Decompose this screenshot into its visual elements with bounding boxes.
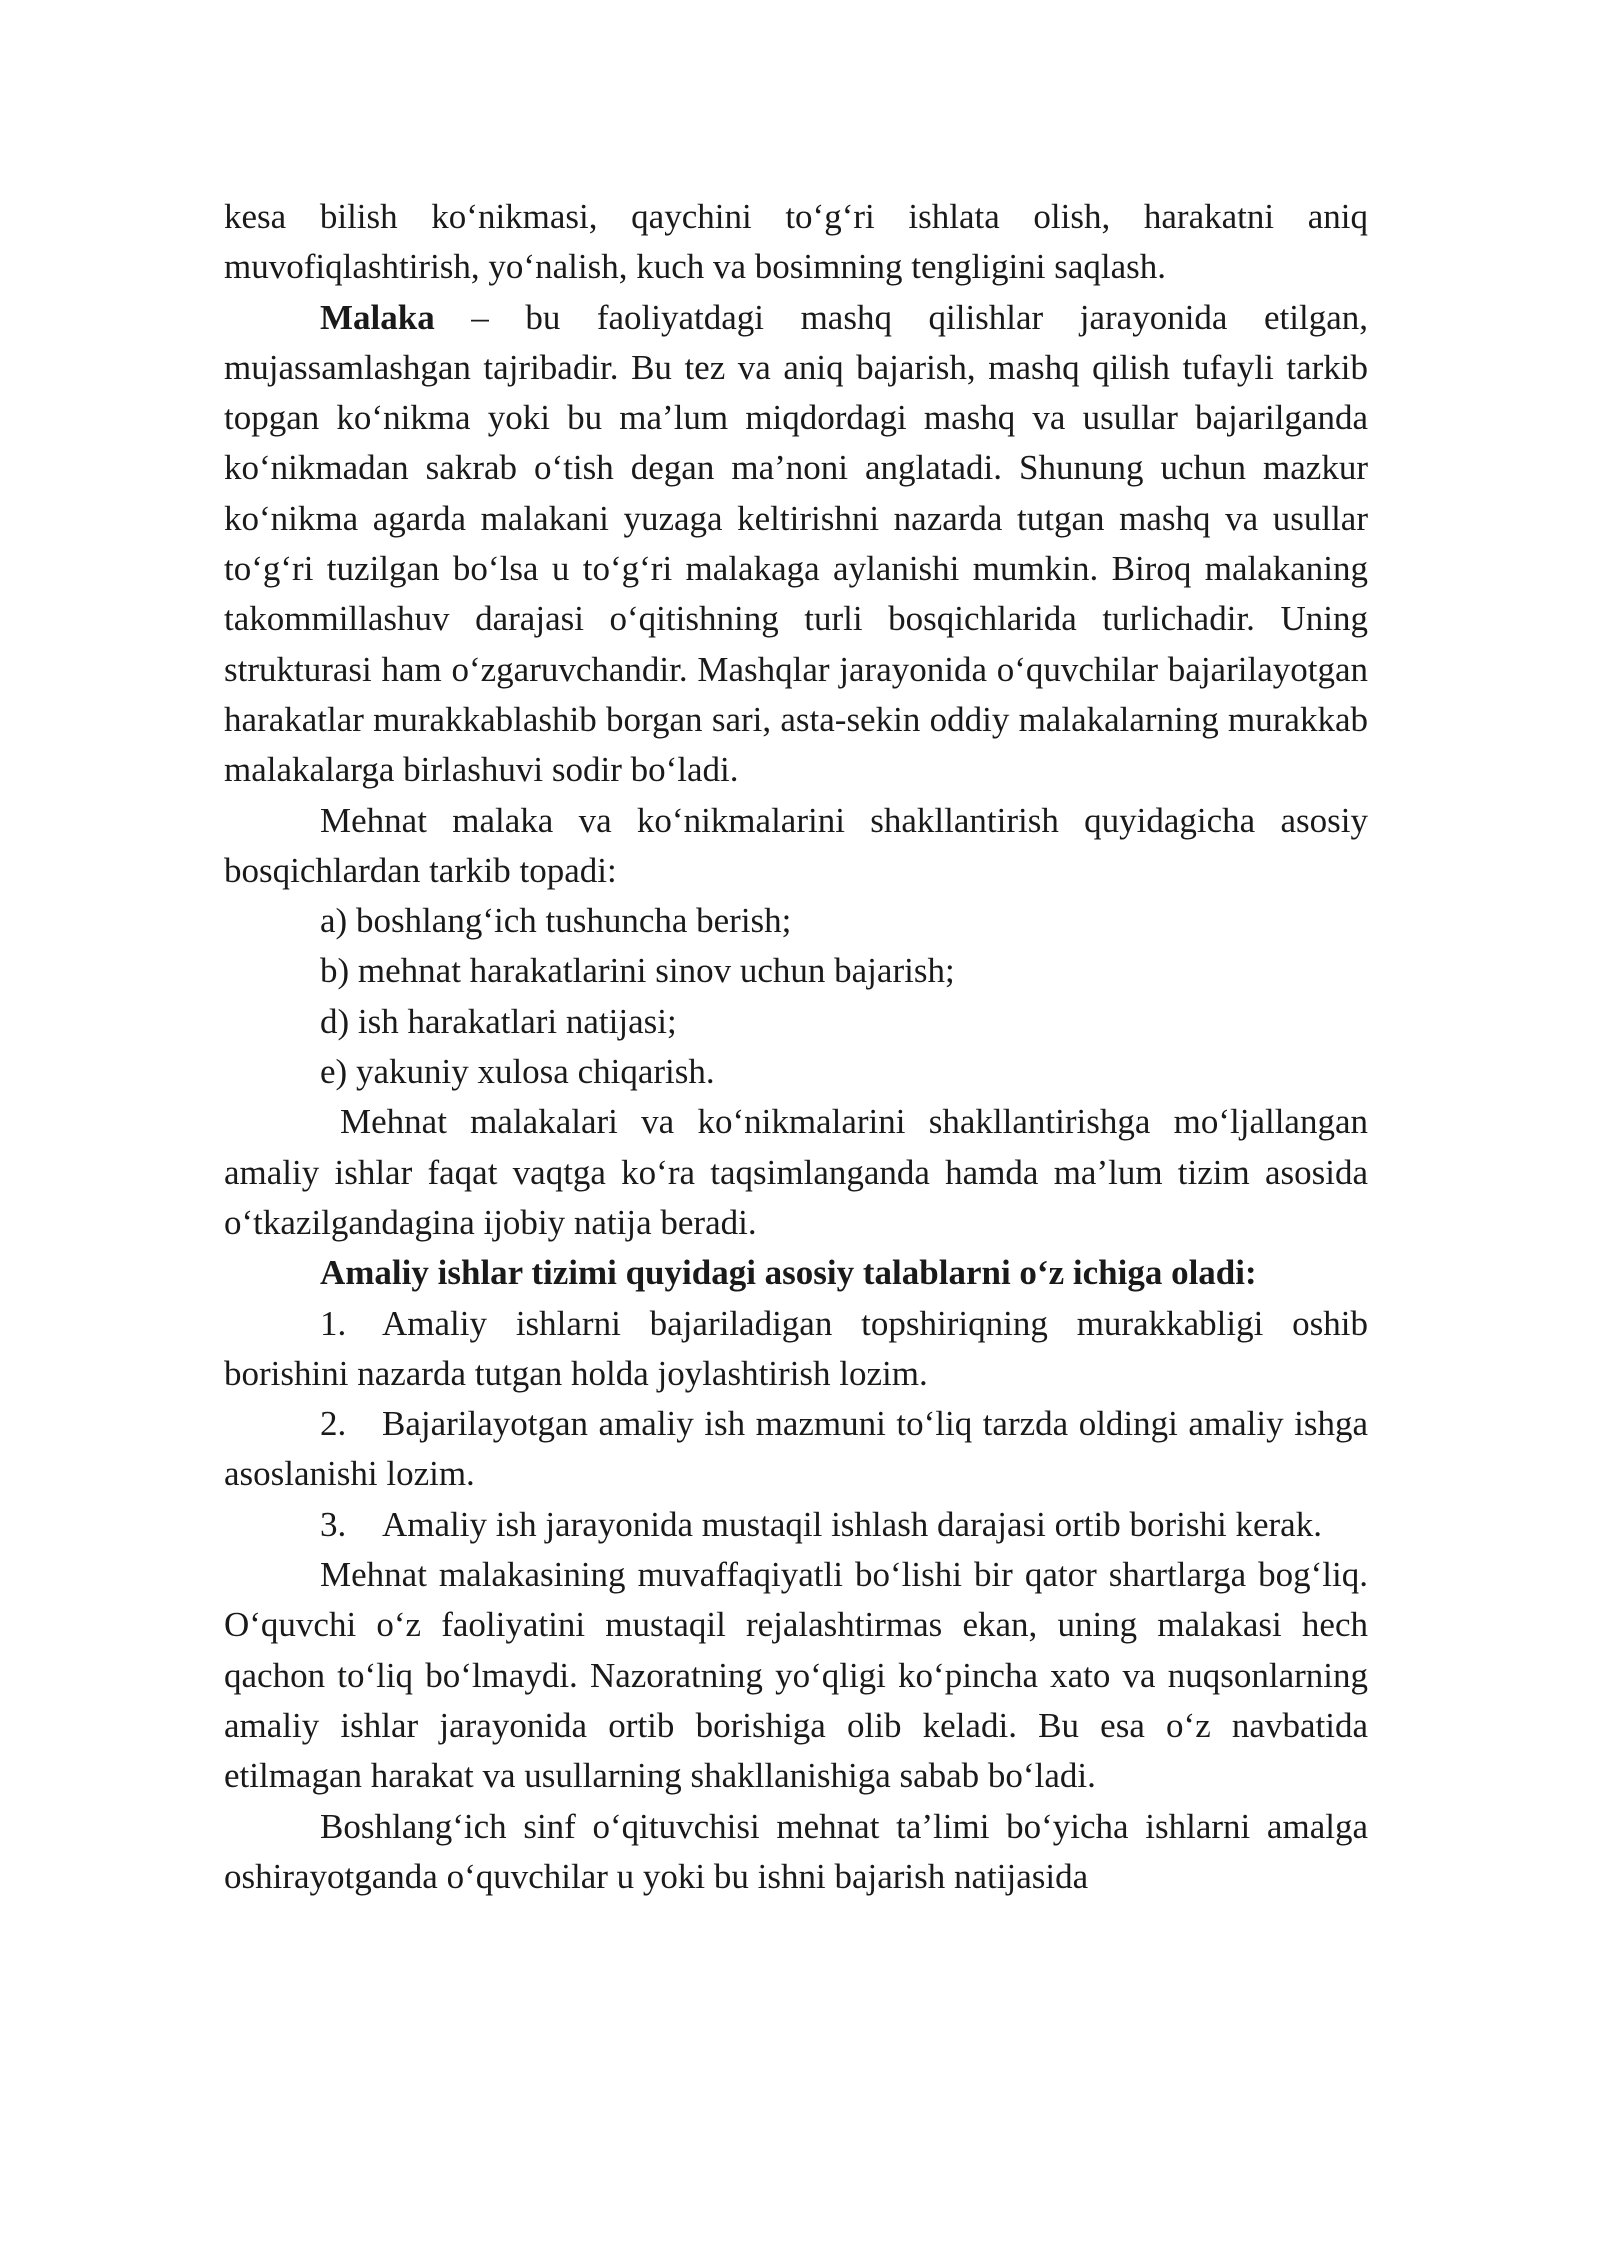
stage-item-d: d) ish harakatlari natijasi; [320, 1001, 677, 1041]
requirement-number: 2. [320, 1404, 347, 1444]
paragraph-skill-conditions: Mehnat malakasining muvaffaqiyatli bo‘lishi bir qator shartlarga bog‘liq. O‘quvchi o‘z faoliyatini mustaqil rejalashtirmas ekan, uning malakasi hech qachon to‘liq bo‘lmaydi. Nazoratning yo‘qligi ko‘pincha xato va nuqsonlarning amaliy ishlar jarayonida ortib borishiga olib keladi. Bu esa o‘z navbatida etilmagan harakat va usullarning shakllanishiga sabab bo‘ladi. [224, 1555, 1368, 1796]
requirement-number: 1. [320, 1303, 347, 1343]
stage-item-e: e) yakuniy xulosa chiqarish. [320, 1052, 715, 1092]
paragraph-malaka-definition [224, 293, 1368, 796]
malaka-definition-text: – bu faoliyatdagi mashq qilishlar jarayonida etilgan, mujassamlashgan tajribadir. Bu tez va aniq bajarish, mashq qilish tufayli tarkib topgan ko‘nikma yoki bu ma’lum miqdordagi mashq va usullar bajarilganda ko‘nikmadan sakrab o‘tish degan ma’noni anglatadi. Shunung uchun mazkur ko‘nikma agarda malakani yuzaga keltirishni nazarda tutgan mashq va usullar to‘g‘ri tuzilgan bo‘lsa u to‘g‘ri malakaga aylanishi mumkin. Biroq malakaning takommillashuv darajasi o‘qitishning turli bosqichlarida turlichadir. Uning strukturasi ham o‘zgaruvchandir. Mashqlar jarayonida o‘quvchilar bajarilayotgan harakatlar murakkablashib borgan sari, asta-sekin oddiy malakalarning murakkab malakalarga birlashuvi sodir bo‘ladi. [224, 297, 1368, 790]
requirement-text: Amaliy ishlarni bajariladigan topshiriqning murakkabligi oshib borishini nazarda tutgan holda joylashtirish lozim. [224, 1303, 1368, 1393]
requirement-item-3 [224, 1500, 1368, 1550]
requirement-text: Bajarilayotgan amaliy ish mazmuni to‘liq tarzda oldingi amaliy ishga asoslanishi lozim. [224, 1404, 1368, 1494]
paragraph-practical-work: Mehnat malakalari va ko‘nikmalarini shakllantirishga mo‘ljallangan amaliy ishlar faqat vaqtga ko‘ra taqsimlanganda hamda ma’lum tizim asosida o‘tkazilgandagina ijobiy natija beradi. [224, 1102, 1368, 1242]
requirement-number: 3. [320, 1504, 347, 1544]
term-malaka: Malaka [320, 297, 435, 337]
stage-item-b: b) mehnat harakatlarini sinov uchun bajarish; [320, 951, 955, 991]
stage-item-a: a) boshlang‘ich tushuncha berish; [320, 901, 792, 941]
requirement-item-2 [224, 1399, 1368, 1500]
paragraph-primary-teacher: Boshlang‘ich sinf o‘qituvchisi mehnat ta’limi bo‘yicha ishlarni amalga oshirayotganda o‘quvchilar u yoki bu ishni bajarish natijasida [224, 1806, 1368, 1896]
requirements-heading: Amaliy ishlar tizimi quyidagi asosiy talablarni o‘z ichiga oladi: [320, 1253, 1257, 1293]
requirement-item-1 [224, 1299, 1368, 1400]
paragraph-stages-intro: Mehnat malaka va ko‘nikmalarini shakllantirish quyidagicha asosiy bosqichlardan tarkib topadi: [224, 800, 1368, 890]
paragraph-continuation: kesa bilish ko‘nikmasi, qaychini to‘g‘ri ishlata olish, harakatni aniq muvofiqlashtirish, yo‘nalish, kuch va bosimning tengligini saqlash. [224, 197, 1368, 287]
requirement-text: Amaliy ish jarayonida mustaqil ishlash darajasi ortib borishi kerak. [382, 1504, 1322, 1544]
document-page [224, 192, 1368, 1902]
